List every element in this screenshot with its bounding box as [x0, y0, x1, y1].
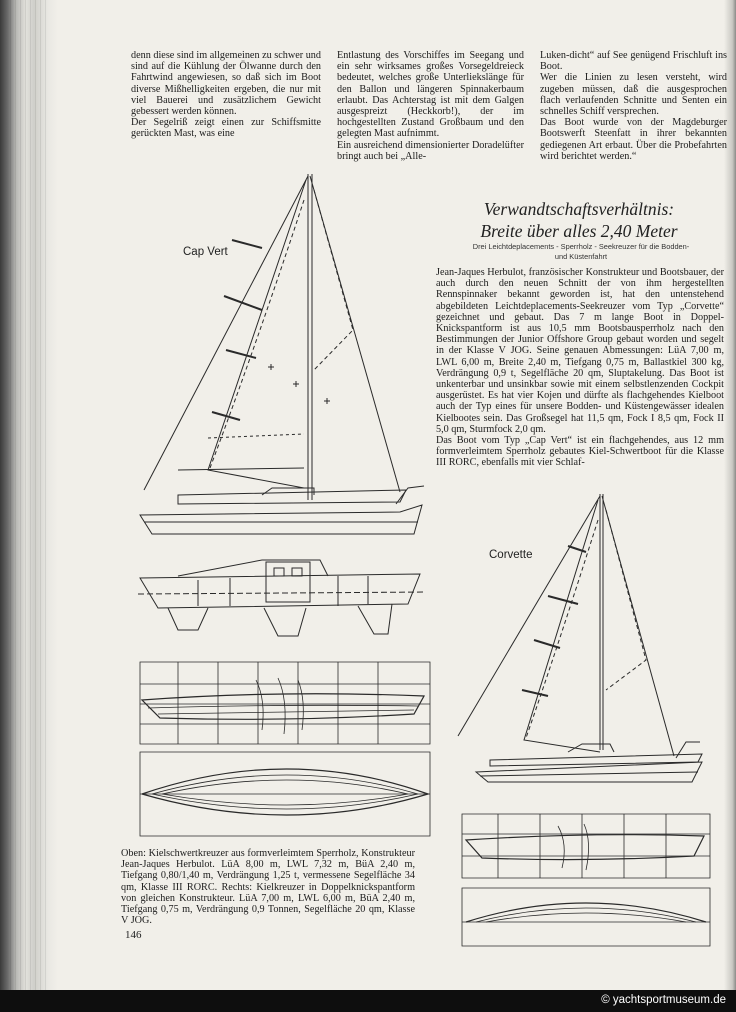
- cap-vert-accommodation-profile: [138, 550, 426, 650]
- article-title-line-1: Verwandtschaftsverhältnis:: [483, 199, 675, 219]
- figure-caption: Oben: Kielschwertkreuzer aus formverleimtem Sperrholz, Konstrukteur Jean-Jaques Herbulot. LüA 8,00 m, LWL 7,32 m, BüA 2,40 m, Tiefgang 0,80/1,40 m, Verdrängung 1,25 t, vermessene Segelfläche 34 qm, Klasse III RORC. Rechts: Kielkreuzer in Doppelknickspantform von gleichen Konstrukteur. LüA 7,00 m, LWL 6,00 m, BüA 2,40 m, Tiefgang 0,75 m, Verdrängung 0,9 Tonnen, Segelfläche 20 qm, Klasse V JOG.: [121, 848, 415, 927]
- paragraph: Ein ausreichend dimensionierter Doradelüfter bringt auch bei „Alle-: [337, 139, 524, 162]
- text-column-3: [540, 50, 727, 162]
- article-subtitle: [440, 242, 722, 262]
- page-number: 146: [125, 929, 142, 941]
- text-column-2: [337, 50, 524, 162]
- paragraph: Entlastung des Vorschiffes im Seegang und ein sehr wirksames großes Vorsegeldreieck bedeutet, welches große Unterliekslänge für den Ballon und längeren Spinnakerbaum erlaubt. Das Achterstag ist mit dem Galgen ausgespreizt (Heckkorb!), der im hochgestellten Zustand Großbaum und den gelegten Mast aufnimmt.: [337, 50, 524, 140]
- article-body: [436, 267, 724, 469]
- article-subtitle-line-1: Drei Leichtdeplacements - Sperrholz - Seekreuzer für die Bodden-: [472, 242, 690, 251]
- article-title: [470, 198, 688, 242]
- article-title-line-2: Breite über alles 2,40 Meter: [480, 221, 678, 241]
- paragraph: Das Boot wurde von der Magdeburger Bootswerft Steenfatt in ihrer bekannten gediegenen Art erbaut. Über die Probefahrten wird berichtet werden.“: [540, 117, 727, 162]
- paragraph: Das Boot vom Typ „Cap Vert“ ist ein flachgehendes, aus 12 mm formverleimtem Sperrholz gebautes Kiel-Schwertboot für die Klasse III RORC, ebenfalls mit vier Schlaf-: [436, 435, 724, 469]
- paragraph: Der Segelriß zeigt einen zur Schiffsmitte gerückten Mast, was eine: [131, 117, 321, 140]
- corvette-lines-plan: [458, 812, 716, 948]
- paragraph: denn diese sind im allgemeinen zu schwer und sind auf die Kühlung der Ölwanne durch den Fahrtwind angewiesen, so daß sich im Boot diverse Mißhelligkeiten ergeben, die nur mit viel Bauerei und zusätzlichem Gewicht gebessert werden können.: [131, 50, 321, 118]
- corvette-sail-plan-drawing: [450, 490, 712, 810]
- paragraph: Luken-dicht“ auf See genügend Frischluft ins Boot.: [540, 50, 727, 73]
- cap-vert-lines-plan: [138, 660, 432, 840]
- text-column-1: [131, 50, 321, 140]
- watermark: © yachtsportmuseum.de: [601, 994, 726, 1006]
- cap-vert-sail-plan-drawing: [138, 170, 438, 550]
- paragraph: Wer die Linien zu lesen versteht, wird zugeben müssen, daß die ausgesprochen flach verlaufenden Schnitte und Senten ein schnelles Schiff versprechen.: [540, 72, 727, 118]
- corvette-label: Corvette: [489, 549, 533, 561]
- article-subtitle-line-2: und Küstenfahrt: [554, 252, 608, 261]
- cap-vert-label: Cap Vert: [183, 246, 228, 258]
- book-binding-shadow: [0, 0, 58, 990]
- paragraph: Jean-Jaques Herbulot, französischer Konstrukteur und Bootsbauer, der auch durch den neuen Schnitt der von ihm hergestellten Rennspinnaker bekannt geworden ist, hat den untenstehend abgebildeten Leichtdeplacements-Seekreuzer vom Typ „Corvette“ gezeichnet und gebaut. Das 7 m lange Boot in Doppel-Knickspantform ist aus 10,5 mm Bootsbausperrholz nach den Bestimmungen der Junior Offshore Group gebaut worden und segelt in der Klasse V JOG. Seine genauen Abmessungen: LüA 7,00 m, LWL 6,00 m, Breite 2,40 m, Tiefgang 0,75 m, Ballastkiel 300 kg, Verdrängung 0,9 t, Segelfläche 20 qm, Sluptakelung. Das Boot ist unkenterbar und unsinkbar sowie mit einem selbstlenzenden Cockpit ausgerüstet. Es hat vier Kojen und dürfte als flachgehendes Kielboot auch der Typ eines für unsere Bodden- und Küstengewässer idealen Kielbootes sein. Das Großsegel hat 11,5 qm, Fock I 8,5 qm, Fock II 5,0 qm, Sturmfock 2,0 qm.: [436, 267, 724, 435]
